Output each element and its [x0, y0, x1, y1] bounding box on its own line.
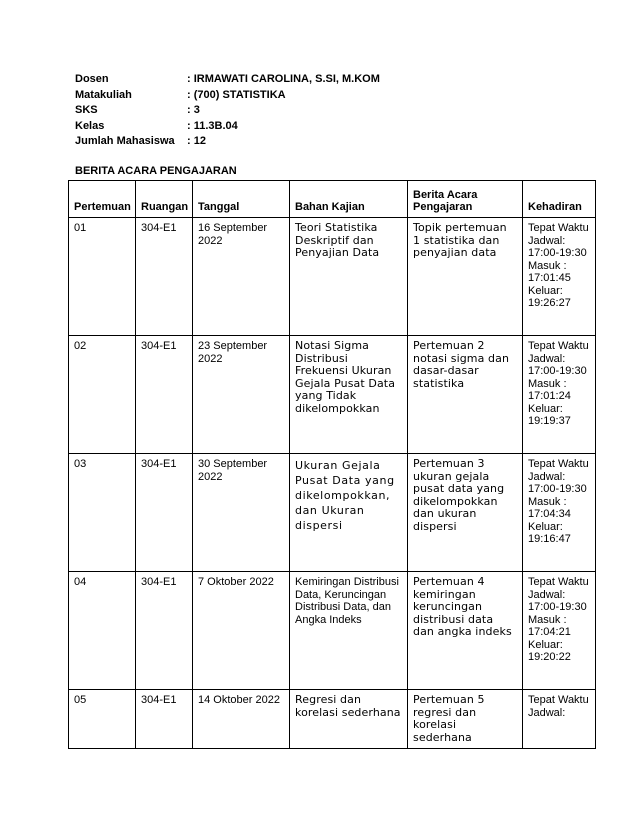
- cell-kehadiran: Tepat Waktu Jadwal: 17:00-19:30 Masuk : 17:01:24 Keluar: 19:19:37: [523, 336, 596, 454]
- cell-tanggal: 23 September 2022: [193, 336, 290, 454]
- cell-bahan-kajian: Teori Statistika Deskriptif dan Penyajian Data: [290, 218, 408, 336]
- info-label: Kelas: [75, 119, 105, 132]
- cell-ruangan: 304-E1: [136, 218, 193, 336]
- table-row: [69, 690, 596, 749]
- cell-kehadiran: Tepat Waktu Jadwal: 17:00-19:30 Masuk : 17:01:45 Keluar: 19:26:27: [523, 218, 596, 336]
- header-berita-acara: Berita Acara Pengajaran: [408, 181, 523, 218]
- cell-berita-acara: Pertemuan 4 kemiringan keruncingan distribusi data dan angka indeks: [408, 572, 523, 690]
- header-tanggal: Tanggal: [193, 181, 290, 218]
- info-value: : IRMAWATI CAROLINA, S.SI, M.KOM: [187, 73, 380, 85]
- cell-pertemuan: 01: [69, 218, 136, 336]
- cell-pertemuan: 05: [69, 690, 136, 749]
- info-value: : 3: [187, 104, 200, 116]
- cell-kehadiran: Tepat Waktu Jadwal: 17:00-19:30 Masuk : 17:04:34 Keluar: 19:16:47: [523, 454, 596, 572]
- cell-berita-acara: Topik pertemuan 1 statistika dan penyajian data: [408, 218, 523, 336]
- cell-berita-acara: Pertemuan 3 ukuran gejala pusat data yang dikelompokkan dan ukuran dispersi: [408, 454, 523, 572]
- cell-ruangan: 304-E1: [136, 336, 193, 454]
- cell-berita-acara: Pertemuan 2 notasi sigma dan dasar-dasar statistika: [408, 336, 523, 454]
- cell-bahan-kajian: Ukuran Gejala Pusat Data yang dikelompokkan, dan Ukuran dispersi: [290, 454, 408, 572]
- table-header-row: [69, 181, 596, 218]
- info-value: : 12: [187, 135, 206, 147]
- cell-tanggal: 7 Oktober 2022: [193, 572, 290, 690]
- cell-kehadiran: Tepat Waktu Jadwal: 17:00-19:30 Masuk : 17:04:21 Keluar: 19:20:22: [523, 572, 596, 690]
- cell-bahan-kajian: Regresi dan korelasi sederhana: [290, 690, 408, 749]
- header-ruangan: Ruangan: [136, 181, 193, 218]
- teaching-record-table: [68, 180, 596, 749]
- info-label: SKS: [75, 104, 98, 116]
- table-row: [69, 336, 596, 454]
- cell-ruangan: 304-E1: [136, 572, 193, 690]
- cell-bahan-kajian: Kemiringan Distribusi Data, Keruncingan Distribusi Data, dan Angka Indeks: [290, 572, 408, 690]
- cell-tanggal: 14 Oktober 2022: [193, 690, 290, 749]
- header-kehadiran: Kehadiran: [523, 181, 596, 218]
- cell-pertemuan: 03: [69, 454, 136, 572]
- header-pertemuan: Pertemuan: [69, 181, 136, 218]
- info-value: : 11.3B.04: [187, 119, 238, 132]
- table-row: [69, 454, 596, 572]
- cell-kehadiran: Tepat Waktu Jadwal:: [523, 690, 596, 749]
- header-bahan-kajian: Bahan Kajian: [290, 181, 408, 218]
- cell-bahan-kajian: Notasi Sigma Distribusi Frekuensi Ukuran Gejala Pusat Data yang Tidak dikelompokkan: [290, 336, 408, 454]
- info-label: Jumlah Mahasiswa: [75, 135, 175, 147]
- cell-pertemuan: 02: [69, 336, 136, 454]
- cell-pertemuan: 04: [69, 572, 136, 690]
- table-row: [69, 218, 596, 336]
- section-title: BERITA ACARA PENGAJARAN: [75, 165, 237, 177]
- cell-ruangan: 304-E1: [136, 454, 193, 572]
- table-row: [69, 572, 596, 690]
- info-value: : (700) STATISTIKA: [187, 88, 286, 101]
- info-label: Matakuliah: [75, 88, 132, 101]
- cell-tanggal: 30 September 2022: [193, 454, 290, 572]
- cell-ruangan: 304-E1: [136, 690, 193, 749]
- cell-tanggal: 16 September 2022: [193, 218, 290, 336]
- cell-berita-acara: Pertemuan 5 regresi dan korelasi sederhana: [408, 690, 523, 749]
- info-label: Dosen: [75, 73, 109, 85]
